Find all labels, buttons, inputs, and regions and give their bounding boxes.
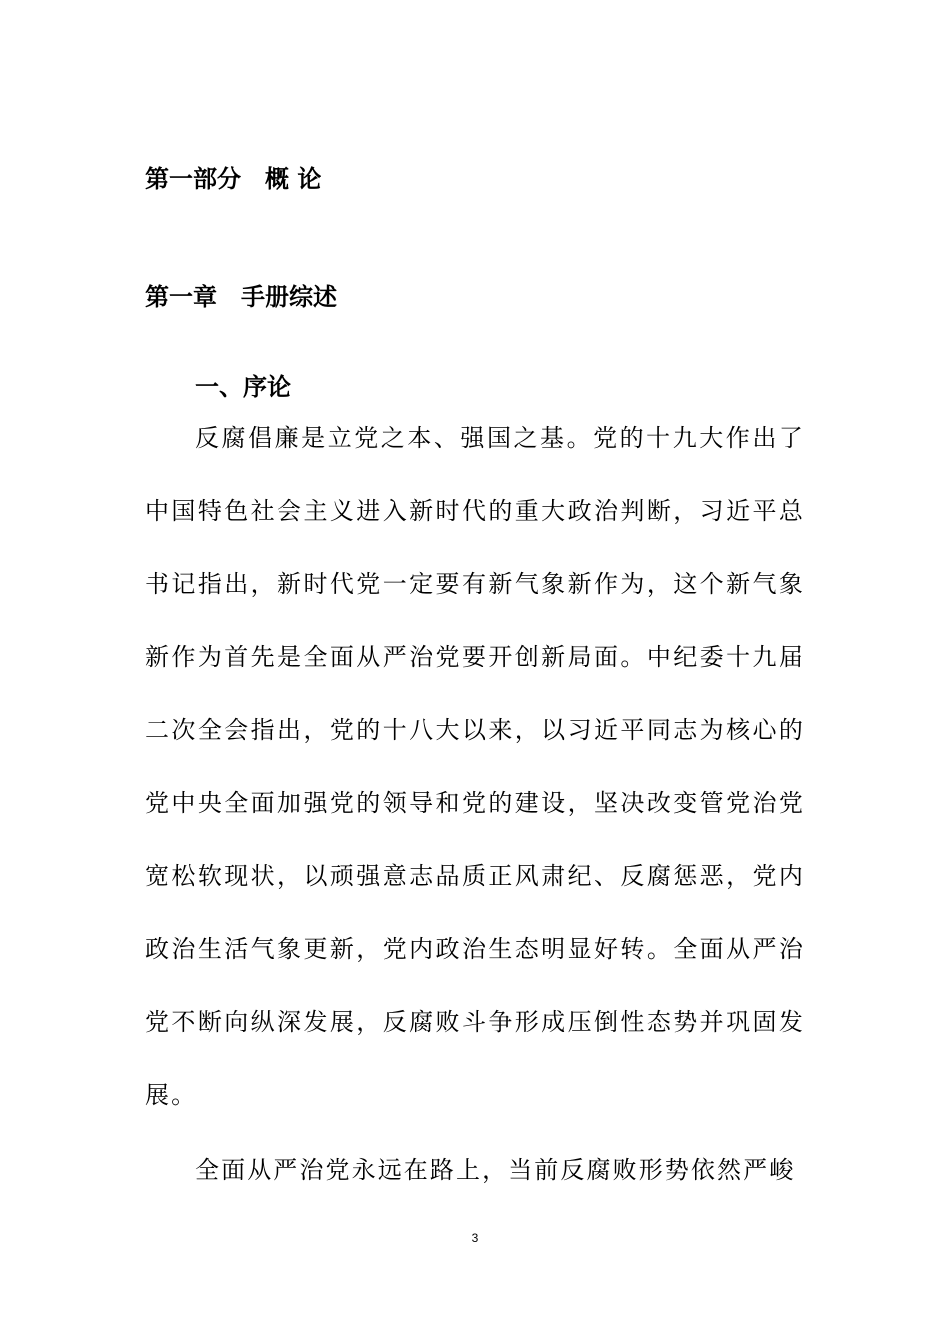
page-number: 3 xyxy=(471,1231,479,1245)
body-paragraph: 反腐倡廉是立党之本、强国之基。党的十九大作出了中国特色社会主义进入新时代的重大政治判断，习近平总书记指出，新时代党一定要有新气象新作为，这个新气象新作为首先是全面从严治党要开创新局面。中纪委十九届二次全会指出，党的十八大以来，以习近平同志为核心的党中央全面加强党的领导和党的建设，坚决改变管党治党宽松软现状，以顽强意志品质正风肃纪、反腐惩恶，党内政治生活气象更新，党内政治生态明显好转。全面从严治党不断向纵深发展，反腐败斗争形成压倒性态势并巩固发展。 xyxy=(145,424,805,1109)
part-heading: 第一部分 概 论 xyxy=(145,165,322,193)
body-paragraph: 全面从严治党永远在路上，当前反腐败形势依然严峻 xyxy=(195,1156,796,1184)
section-heading: 一、序论 xyxy=(195,373,291,401)
chapter-heading: 第一章 手册综述 xyxy=(145,283,337,311)
